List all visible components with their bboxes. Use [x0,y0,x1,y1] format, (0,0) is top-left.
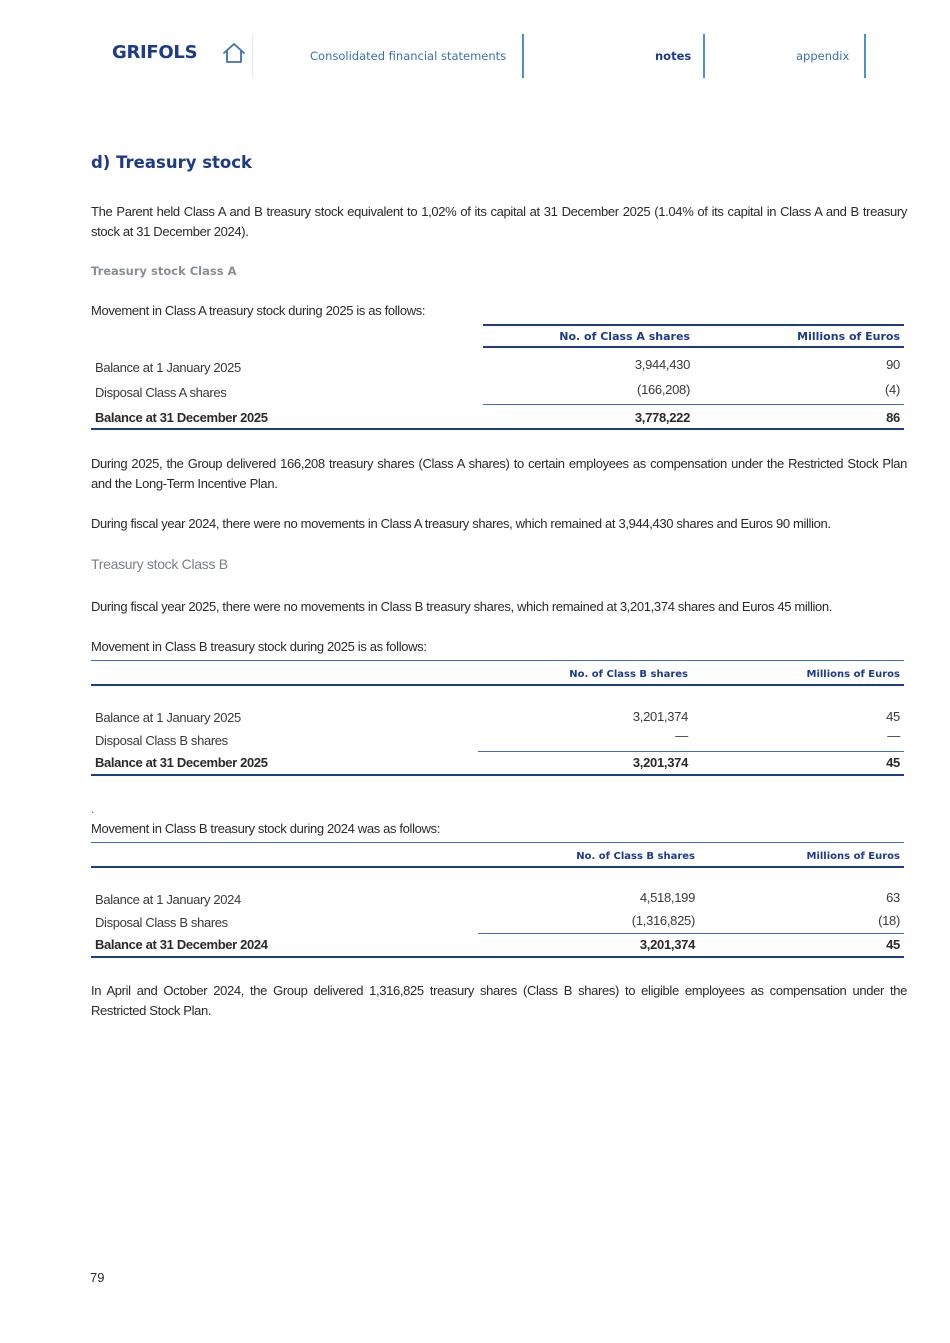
total-euros: 86 [886,410,900,425]
grifols-logo[interactable]: GRIFOLS [112,42,198,63]
total-shares: 3,778,222 [634,410,690,425]
row-shares: — [675,728,688,743]
intro-paragraph: The Parent held Class A and B treasury stock equivalent to 1,02% of its capital at 31 December 2025 (1.04% of its capital in Class A and B treasury stock at 31 December 2024). [91,204,907,239]
class-a-table-caption: Movement in Class A treasury stock during 2025 is as follows: [91,303,426,318]
row-shares: 3,201,374 [632,709,688,724]
total-euros: 45 [886,937,900,952]
column-header-shares: No. of Class A shares [559,330,690,343]
table-top-rule [483,324,904,326]
nav-divider [522,34,524,78]
row-shares: (166,208) [637,382,690,397]
total-label: Balance at 31 December 2025 [95,410,268,425]
page-header [0,0,950,100]
section-title: d) Treasury stock [91,153,253,172]
header-bottom-rule [91,866,904,868]
subtotal-rule [478,933,904,934]
stray-mark: . [91,802,95,816]
table-bottom-rule [91,774,904,776]
header-bottom-rule [91,684,904,686]
subtotal-rule [478,751,904,752]
row-label: Balance at 1 January 2025 [95,710,241,725]
table-bottom-rule [91,428,904,430]
total-label: Balance at 31 December 2024 [95,937,268,952]
total-label: Balance at 31 December 2025 [95,755,268,770]
column-header-euros: Millions of Euros [806,669,900,680]
total-shares: 3,201,374 [639,937,695,952]
class-b-note-2024: In April and October 2024, the Group delivered 1,316,825 treasury shares (Class B shares) to eligible employees as compensation under the Restricted Stock Plan. [91,983,907,1018]
row-label: Disposal Class B shares [95,915,228,930]
row-euros: 90 [886,357,900,372]
total-shares: 3,201,374 [632,755,688,770]
row-euros: 45 [886,709,900,724]
column-header-euros: Millions of Euros [806,851,900,862]
row-euros: — [887,728,900,743]
nav-appendix[interactable]: appendix [796,49,850,63]
class-a-note-2024: During fiscal year 2024, there were no movements in Class A treasury shares, which remained at 3,944,430 shares and Euros 90 million. [91,516,831,531]
row-label: Balance at 1 January 2024 [95,892,241,907]
row-label: Balance at 1 January 2025 [95,360,241,375]
column-header-shares: No. of Class B shares [576,851,695,862]
class-b-2024-table [91,840,904,960]
table-top-rule [91,660,904,661]
class-b-2025-caption: Movement in Class B treasury stock during 2025 is as follows: [91,639,427,654]
class-a-table [91,322,904,432]
nav-divider [252,34,253,78]
table-bottom-rule [91,956,904,958]
class-b-intro: During fiscal year 2025, there were no movements in Class B treasury shares, which remained at 3,201,374 shares and Euros 45 million. [91,599,833,614]
row-shares: 3,944,430 [634,357,690,372]
header-bottom-rule [483,346,904,348]
row-shares: 4,518,199 [639,890,695,905]
class-b-2025-table [91,658,904,778]
nav-divider [864,34,866,78]
page-number: 79 [90,1270,105,1285]
row-shares: (1,316,825) [631,913,695,928]
row-label: Disposal Class B shares [95,733,228,748]
nav-consolidated-financial-statements[interactable]: Consolidated financial statements [310,49,507,63]
row-euros: (18) [878,913,900,928]
row-euros: 63 [886,890,900,905]
subtotal-rule [483,404,904,405]
row-euros: (4) [885,382,900,397]
row-label: Disposal Class A shares [95,385,227,400]
class-b-subheading: Treasury stock Class B [91,556,228,572]
total-euros: 45 [886,755,900,770]
nav-divider [703,34,705,78]
table-top-rule [91,842,904,843]
column-header-euros: Millions of Euros [797,330,900,343]
column-header-shares: No. of Class B shares [569,669,688,680]
class-b-2024-caption: Movement in Class B treasury stock during 2024 was as follows: [91,821,440,836]
class-a-note-2025: During 2025, the Group delivered 166,208 treasury shares (Class A shares) to certain employees as compensation under the Restricted Stock Plan and the Long-Term Incentive Plan. [91,456,907,491]
home-icon[interactable] [222,42,246,64]
nav-notes[interactable]: notes [655,49,692,63]
class-a-subheading: Treasury stock Class A [91,264,237,278]
